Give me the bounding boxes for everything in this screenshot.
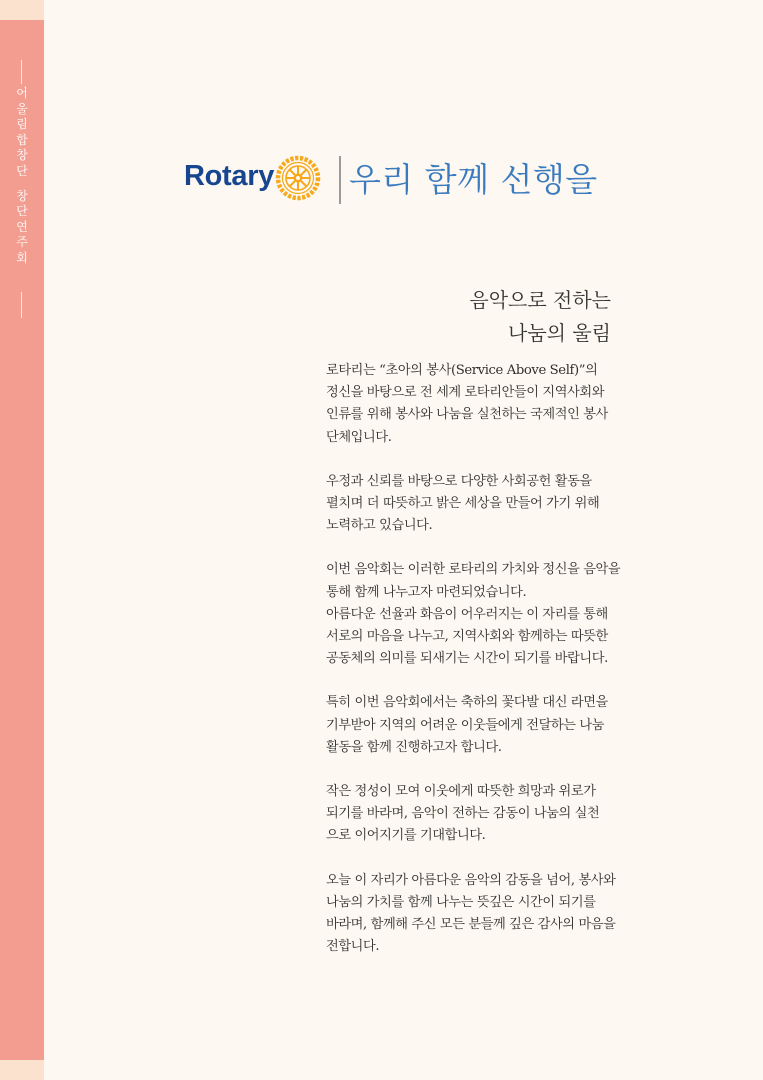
side-bar-top-cap (0, 0, 44, 20)
paragraph (326, 692, 622, 759)
paragraph-line: 이번 음악회는 이러한 로타리의 가치와 정신을 음악을 (326, 562, 621, 578)
paragraph-line: 서로의 마음을 나누고, 지역사회와 함께하는 따뜻한 (326, 629, 608, 645)
vertical-char: 합 (16, 132, 28, 147)
paragraph-line: 전합니다. (326, 939, 380, 955)
paragraph-line: 작은 정성이 모여 이웃에게 따뜻한 희망과 위로가 (326, 784, 596, 800)
vertical-char: 림 (16, 117, 28, 132)
body-text (326, 360, 622, 980)
vertical-char: 단 (16, 204, 28, 219)
vertical-char: 창 (16, 188, 28, 203)
vertical-char: 연 (16, 219, 28, 234)
paragraph-line: 오늘 이 자리가 아름다운 음악의 감동을 넘어, 봉사와 (326, 872, 616, 888)
paragraph (326, 559, 622, 670)
paragraph-line: 단체입니다. (326, 429, 392, 445)
paragraph-line: 통해 함께 나누고자 마련되었습니다. (326, 584, 527, 600)
vertical-char: 창 (16, 148, 28, 163)
side-divider-top (21, 60, 22, 84)
vertical-title (0, 86, 44, 267)
heading-line: 나눔의 울림 (508, 321, 611, 345)
paragraph-line: 정신을 바탕으로 전 세계 로타리안들이 지역사회와 (326, 385, 605, 401)
page-heading (469, 284, 611, 350)
paragraph-line: 펼치며 더 따뜻하고 밝은 세상을 만들어 가기 위해 (326, 496, 600, 512)
paragraph (326, 360, 622, 449)
paragraph-line: 바라며, 함께해 주신 모든 분들께 깊은 감사의 마음을 (326, 917, 616, 933)
paragraph-line: 로타리는 “초아의 봉사(Service Above Self)”의 (326, 363, 598, 378)
paragraph-line: 되기를 바라며, 음악이 전하는 감동이 나눔의 실천 (326, 806, 600, 822)
paragraph (326, 471, 622, 538)
vertical-char: 회 (16, 250, 28, 265)
paragraph-line: 노력하고 있습니다. (326, 518, 433, 534)
rotary-logo (184, 150, 604, 210)
paragraph-line: 특히 이번 음악회에서는 축하의 꽃다발 대신 라면을 (326, 695, 608, 711)
slogan: 우리 함께 선행을 (349, 160, 598, 199)
heading-line: 음악으로 전하는 (469, 288, 611, 312)
paragraph-line: 나눔의 가치를 함께 나누는 뜻깊은 시간이 되기를 (326, 894, 596, 910)
rotary-wordmark: Rotary (184, 160, 275, 192)
vertical-char: 주 (16, 235, 28, 250)
vertical-char: 어 (16, 86, 28, 100)
paragraph-line: 으로 이어지기를 기대합니다. (326, 828, 486, 844)
vertical-char: 울 (16, 101, 28, 116)
paragraph-line: 인류를 위해 봉사와 나눔을 실천하는 국제적인 봉사 (326, 407, 608, 423)
vertical-char: 단 (16, 163, 28, 178)
side-divider-bottom (21, 292, 22, 318)
paragraph-line: 활동을 함께 진행하고자 합니다. (326, 739, 502, 755)
rotary-wheel-icon (272, 152, 324, 204)
paragraph-line: 기부받아 지역의 어려운 이웃들에게 전달하는 나눔 (326, 717, 605, 733)
side-bar-bottom-cap (0, 1060, 44, 1080)
paragraph (326, 870, 622, 959)
paragraph-line: 공동체의 의미를 되새기는 시간이 되기를 바랍니다. (326, 651, 608, 667)
logo-divider (339, 156, 341, 204)
vertical-gap (0, 180, 44, 189)
paragraph-line: 아름다운 선율과 화음이 어우러지는 이 자리를 통해 (326, 606, 608, 622)
paragraph (326, 781, 622, 848)
paragraph-line: 우정과 신뢰를 바탕으로 다양한 사회공헌 활동을 (326, 473, 592, 489)
